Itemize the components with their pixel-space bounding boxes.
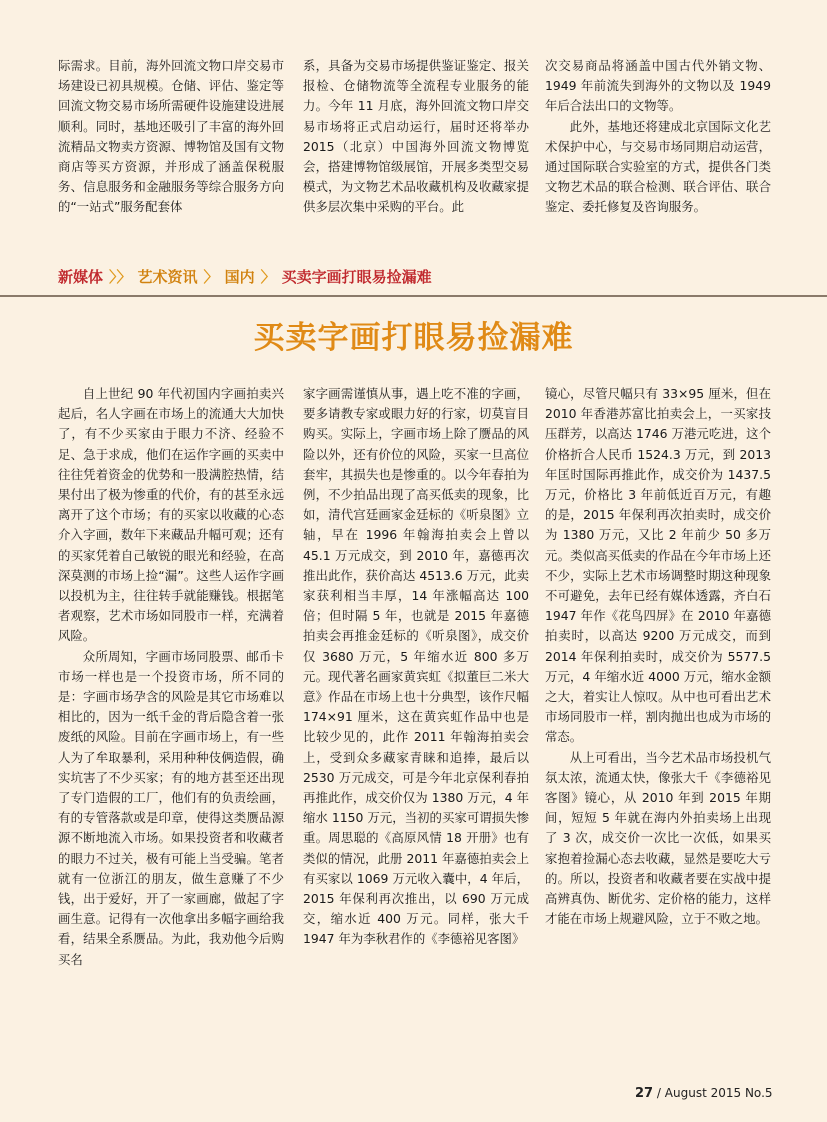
paragraph: 从上可看出，当今艺术品市场投机气氛太浓，流通太快，像张大千《李德裕见客图》镜心，从 2010 年到 2015 年期间，短短 5 年就在海内外拍卖场上出现了 3 次，成交价一次比一次低，如果买家抱着捡漏心态去收藏，显然是要吃大亏的。所以，投资者和收藏者要在实战中提高辨真伪、断优劣、定价格的能力，这样才能在市场上规避风险，立于不败之地。 [545,749,771,927]
paragraph: 此外，基地还将建成北京国际文化艺术保护中心，与交易市场同期启动运营，通过国际联合实验室的方式，提供各门类文物艺术品的联合检测、联合评估、联合鉴定、委托修复及咨询服务。 [545,118,771,215]
breadcrumb-separator: 〉〉 [109,268,132,286]
breadcrumb-item-current: 买卖字画打眼易捡漏难 [281,268,432,286]
paragraph: 次交易商品将涵盖中国古代外销文物、1949 年前流失到海外的文物以及 1949 年后合法出口的文物等。 [545,58,771,114]
issue-label: August 2015 No.5 [664,1086,773,1100]
article-title: 买卖字画打眼易捡漏难 [253,320,574,356]
paragraph: 家字画需谨慎从事，遇上吃不准的字画，要多请教专家或眼力好的行家，切莫盲目购买。实际上，字画市场上除了赝品的风险以外，还有价位的风险，买家一旦高位套牢，其损失也是惨重的。以今年春拍为例，不少拍品出现了高买低卖的现象，比如，清代宫廷画家金廷标的《听泉图》立轴，早在 1996 年翰海拍卖会上曾以 45.1 万元成交，到 2010 年，嘉德再次推出此作，获价高达 4513.6 万元，此卖家获利相当丰厚，14 年涨幅高达 100 倍；但时隔 5 年，也就是 2015 年嘉德拍卖会再推金廷标的《听泉图》，成交价仅 3680 万元，5 年缩水近 800 多万元。现代著名画家黄宾虹《拟董巨二米大意》作品在市场上也十分典型，该作尺幅 174×91 厘米，这在黄宾虹作品中也是比较少见的，此作 2011 年翰海拍卖会上，受到众多藏家青睐和追捧，最后以 2530 万元成交，可是今年北京保利春拍再推此作，成交价仅为 1380 万元，4 年缩水 1150 万元，当初的买家可谓损失惨重。周思聪的《高原风情 18 开册》也有类似的情况，此册 2011 年嘉德拍卖会上有买家以 1069 万元收入囊中，4 年后，2015 年保利再次推出，以 690 万元成交，缩水近 400 万元。同样，张大千 1947 年为李秋君作的《李德裕见客图》 [303,386,529,947]
page-footer [635,1086,773,1101]
paragraph: 际需求。目前，海外回流文物口岸交易市场建设已初具规模。仓储、评估、鉴定等回流文物交易市场所需硬件设施建设进展顺利。同时，基地还吸引了丰富的海外回流精品文物卖方资源、博物馆及国有文物商店等买方资源，并形成了涵盖保税服务、信息服务和金融服务等综合服务方向的“一站式”服务配套体 [58,58,284,215]
top-article-column-2 [303,56,529,218]
footer-slash: / [656,1086,661,1100]
section-divider [0,295,827,297]
article-column-1 [58,384,284,970]
article-column-3 [545,384,771,929]
breadcrumb-item-art-news[interactable]: 艺术资讯 [137,268,198,286]
paragraph: 镜心，尽管尺幅只有 33×95 厘米，但在 2010 年香港苏富比拍卖会上，一买家技压群芳，以高达 1746 万港元吃进，这个价格折合人民币 1524.3 万元，到 2013 年匡时国际再推此作，成交价为 1437.5 万元，价格比 3 年前低近百万元，有趣的是，2015 年保利再次拍卖时，成交价为 1380 万元，又比 2 年前少 50 多万元。类似高买低卖的作品在今年市场上还不少，实际上艺术市场调整时期这种现象不可避免，去年已经有媒体透露，齐白石 1947 年作《花鸟四屏》在 2010 年嘉德拍卖时，以高达 9200 万元成交，而到 2014 年保利拍卖时，成交价为 5577.5 万元，4 年缩水近 4000 万元，缩水金额之大，着实让人惊叹。从中也可看出艺术市场同股市一样，割肉抛出也成为市场的常态。 [545,386,771,745]
paragraph: 众所周知，字画市场同股票、邮币卡市场一样也是一个投资市场，所不同的是：字画市场孕含的风险是其它市场难以相比的，因为一纸千金的背后隐含着一张废纸的风险。目前在字画市场上，有一些人为了牟取暴利，采用种种伎俩造假，确实坑害了不少买家；有的地方甚至还出现了专门造假的工厂，他们有的负责绘画，有的专管落款或是印章，使得这类赝品源源不断地流入市场。如果投资者和收藏者的眼力不过关，极有可能上当受骗。笔者就有一位浙江的朋友，做生意赚了不少钱，出于爱好，开了一家画廊，做起了字画生意。记得有一次他拿出多幅字画给我看，结果全系赝品。为此，我劝他今后购买名 [58,648,284,967]
paragraph: 系，具备为交易市场提供鉴证鉴定、报关报检、仓储物流等全流程专业服务的能力。今年 11 月底，海外回流文物口岸交易市场将正式启动运行，届时还将举办 2015（北京）中国海外回流文物博览会，搭建博物馆级展馆，开展多类型交易模式，为文物艺术品收藏机构及收藏家提供多层次集中采购的平台。此 [303,58,529,215]
paragraph: 自上世纪 90 年代初国内字画拍卖兴起后，名人字画在市场上的流通大大加快了，有不少买家由于眼力不济、经验不足、急于求成，他们在运作字画的买卖中往往凭着资金的优势和一股满腔热情，结果付出了极为惨重的代价，有的甚至永远离开了这个市场；有的买家以收藏的心态介入字画，数年下来藏品升幅可观；还有的买家凭着自己敏锐的眼光和经验，在高深莫测的市场上捡“漏”。这些人运作字画以投机为主，往往转手就能赚钱。根据笔者观察，艺术市场如同股市一样，充满着风险。 [58,386,284,644]
breadcrumb-separator: 〉 [260,268,276,286]
breadcrumb-item-domestic[interactable]: 国内 [224,268,255,286]
top-article-column-3 [545,56,771,218]
top-article-column-1 [58,56,284,218]
breadcrumb [58,266,432,287]
breadcrumb-item-new-media[interactable]: 新媒体 [58,268,104,286]
article-column-2 [303,384,529,950]
page-number: 27 [635,1086,654,1101]
breadcrumb-separator: 〉 [203,268,219,286]
